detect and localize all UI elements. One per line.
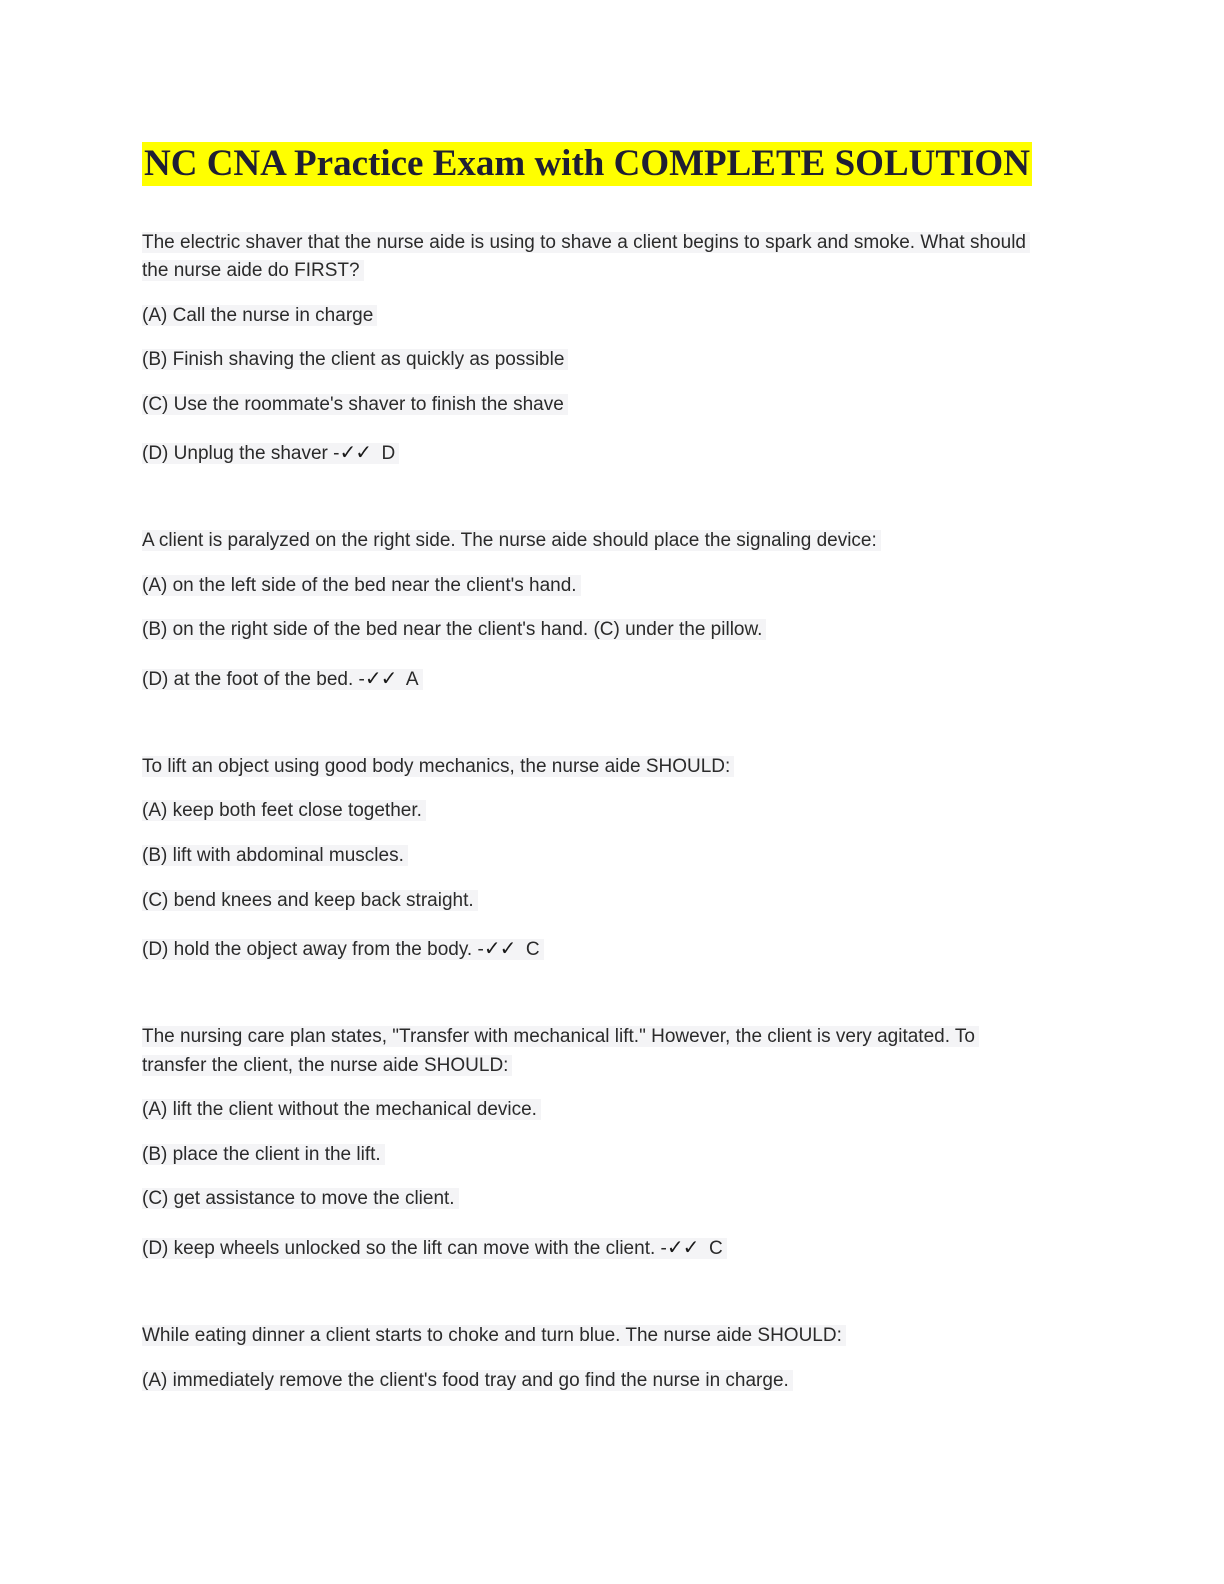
question-5-stem-line-1: While eating dinner a client starts to choke and turn blue. The nurse aide SHOULD:: [142, 1322, 846, 1350]
question-2-option-a: (A) on the left side of the bed near the client's hand.: [142, 572, 581, 600]
question-3-option-c: (C) bend knees and keep back straight.: [142, 887, 478, 915]
question-4-option-a: (A) lift the client without the mechanical device.: [142, 1096, 541, 1124]
question-2-option-d: (D) at the foot of the bed. -✓✓ A: [142, 664, 423, 692]
question-2-option-b-c: (B) on the right side of the bed near the client's hand. (C) under the pillow.: [142, 616, 766, 644]
question-1-stem-line-1: The electric shaver that the nurse aide is using to shave a client begins to spark and smoke. What should: [142, 229, 1030, 257]
question-1-option-a: (A) Call the nurse in charge: [142, 302, 377, 330]
question-3-stem-line-1: To lift an object using good body mechanics, the nurse aide SHOULD:: [142, 753, 734, 781]
question-2-answer: A: [405, 669, 419, 690]
answer-check-icon: ✓✓: [483, 936, 516, 960]
question-4-option-d: (D) keep wheels unlocked so the lift can move with the client. -✓✓ C: [142, 1233, 727, 1261]
question-2-stem-line-1: A client is paralyzed on the right side. The nurse aide should place the signaling device:: [142, 527, 881, 555]
question-4-option-b: (B) place the client in the lift.: [142, 1141, 385, 1169]
question-1-answer: D: [381, 443, 396, 464]
question-4-stem-line-2: transfer the client, the nurse aide SHOULD:: [142, 1052, 512, 1080]
answer-check-icon: ✓✓: [339, 440, 371, 464]
question-1-stem-line-2: the nurse aide do FIRST?: [142, 257, 364, 285]
question-3-option-d: (D) hold the object away from the body. -✓✓ C: [142, 934, 544, 962]
question-1-option-b: (B) Finish shaving the client as quickly as possible: [142, 346, 568, 374]
question-3-answer: C: [525, 939, 540, 960]
question-4-answer: C: [708, 1238, 723, 1259]
answer-check-icon: ✓✓: [666, 1235, 699, 1259]
answer-check-icon: ✓✓: [364, 666, 397, 690]
question-1-option-c: (C) Use the roommate's shaver to finish the shave: [142, 391, 568, 419]
question-1-option-d: (D) Unplug the shaver -✓✓ D: [142, 438, 399, 466]
question-4-stem-line-1: The nursing care plan states, "Transfer with mechanical lift." However, the client is very agitated. To: [142, 1023, 979, 1051]
question-4-option-c: (C) get assistance to move the client.: [142, 1185, 459, 1213]
page-title: NC CNA Practice Exam with COMPLETE SOLUTION: [144, 143, 1030, 184]
question-3-option-a: (A) keep both feet close together.: [142, 797, 426, 825]
question-3-option-b: (B) lift with abdominal muscles.: [142, 842, 408, 870]
question-5-option-a: (A) immediately remove the client's food tray and go find the nurse in charge.: [142, 1367, 793, 1395]
